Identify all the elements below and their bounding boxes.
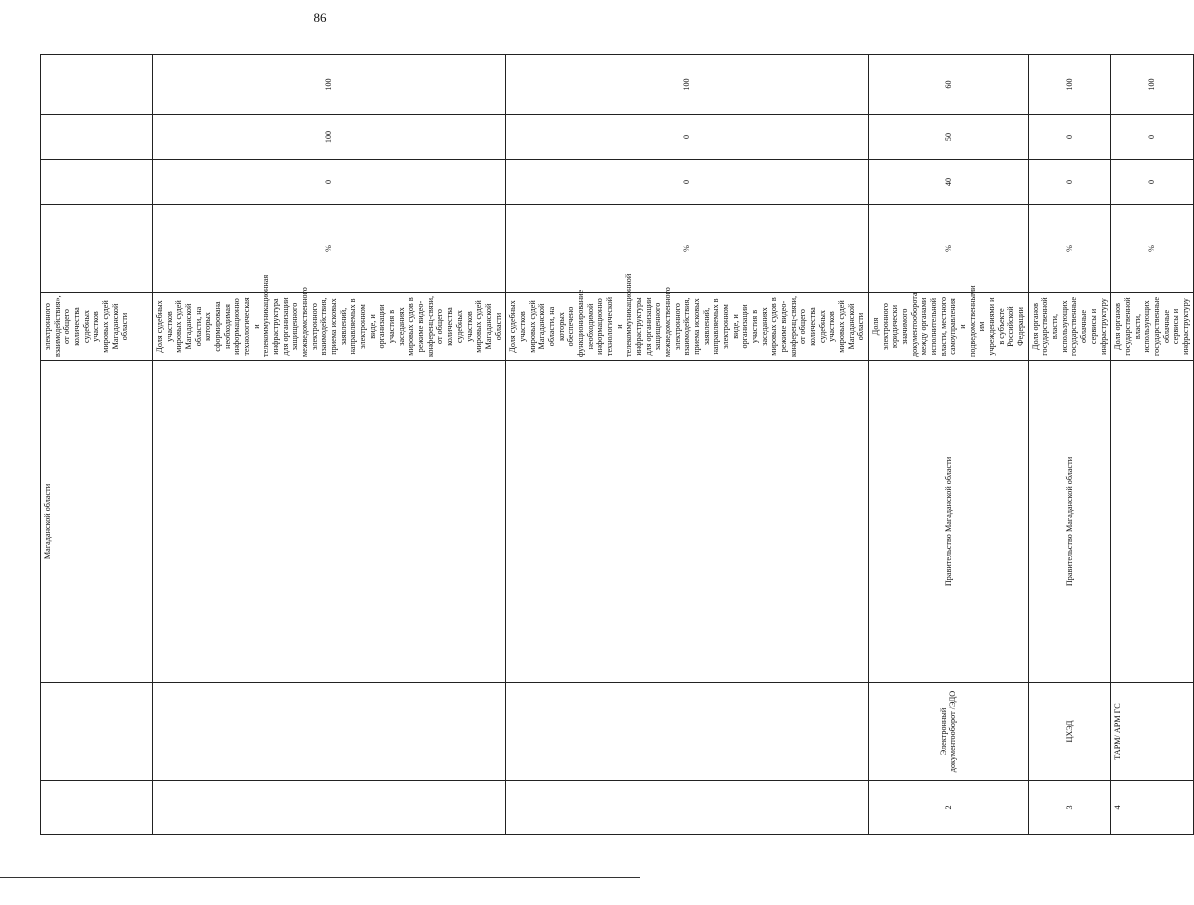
value-cell: 0 [1111,115,1193,160]
value-cell: 0 [1028,160,1110,205]
row-num-cell: 2 [869,781,1029,835]
system-cell: ТАРМ/ АРМ ГС [1111,683,1193,781]
value-cell: 100 [1028,55,1110,115]
value-cell: 0 [1111,160,1193,205]
table-row [506,55,869,835]
row-num-cell [506,781,869,835]
org-cell [153,361,506,683]
system-cell [506,683,869,781]
table-row [1028,55,1110,835]
footer-rule [0,877,640,878]
system-cell [41,683,153,781]
row-num-cell: 3 [1028,781,1110,835]
indicator-cell: Доля электронного юридически значимого документооборота между органами исполнительной власти, местного самоуправления и подведомственными им учреждениями и в субъекте Российской Федерации [869,293,1029,361]
org-cell [1111,361,1193,683]
system-cell: Электронный документооборот /ЭДО [869,683,1029,781]
indicators-table [40,54,1194,835]
value-cell: 50 [869,115,1029,160]
value-cell: 0 [153,160,506,205]
indicator-cell: Доля судебных участков мировых судей Магаданской области, на которых обеспечено функционирование необходимой информационно технологической и телекоммуникационной инфраструктуры для организации защищенного межведомственного электронного взаимодействия, приема исковых заявлений, направляемых в электронном виде, и организации участия в заседаниях мировых судов в режиме видео-конференц-связи, от общего количества судебных участков мировых судей Магаданской области [506,293,869,361]
indicator-cell: Доля судебных участков мировых судей Магаданской области, на которых сформирована необходимая информационно технологическая и телекоммуникационная инфраструктура для организации защищенного межведомственного электронного взаимодействия, приема исковых заявлений, направляемых в электронном виде, и организации участия в заседаниях мировых судов в режиме видео-конференц-связи, от общего количества судебных участков мировых судей Магаданской области [153,293,506,361]
system-cell: ЦХЭД [1028,683,1110,781]
table-row [869,55,1029,835]
table-row [153,55,506,835]
unit-cell: % [1111,205,1193,293]
rotated-table-container [40,55,1190,835]
value-cell: 60 [869,55,1029,115]
row-num-cell [41,781,153,835]
value-cell: 100 [153,55,506,115]
unit-cell: % [869,205,1029,293]
row-num-cell: 4 [1111,781,1193,835]
org-cell: Правительство Магаданской области [869,361,1029,683]
unit-cell [41,205,153,293]
value-cell [41,160,153,205]
table-row [41,55,153,835]
indicator-cell: Доля органов государственной власти, использующих государственные облачные сервисы и инфраструктуру [1111,293,1193,361]
value-cell: 0 [1028,115,1110,160]
value-cell: 0 [506,160,869,205]
value-cell: 100 [506,55,869,115]
value-cell: 0 [506,115,869,160]
org-cell: Магаданской области [41,361,153,683]
org-cell [506,361,869,683]
value-cell: 100 [1111,55,1193,115]
unit-cell: % [506,205,869,293]
system-cell [153,683,506,781]
org-cell: Правительство Магаданской области [1028,361,1110,683]
value-cell: 100 [153,115,506,160]
indicator-cell: Доля органов государственной власти, использующих государственные облачные сервисы и инфраструктуру [1028,293,1110,361]
unit-cell: % [1028,205,1110,293]
page-number: 86 [313,10,327,25]
table-row [1111,55,1193,835]
unit-cell: % [153,205,506,293]
value-cell: 40 [869,160,1029,205]
indicator-cell: электронного взаимодействия», от общего количества судебных участков мировых судей Магаданской области [41,293,153,361]
value-cell [41,115,153,160]
value-cell [41,55,153,115]
row-num-cell [153,781,506,835]
